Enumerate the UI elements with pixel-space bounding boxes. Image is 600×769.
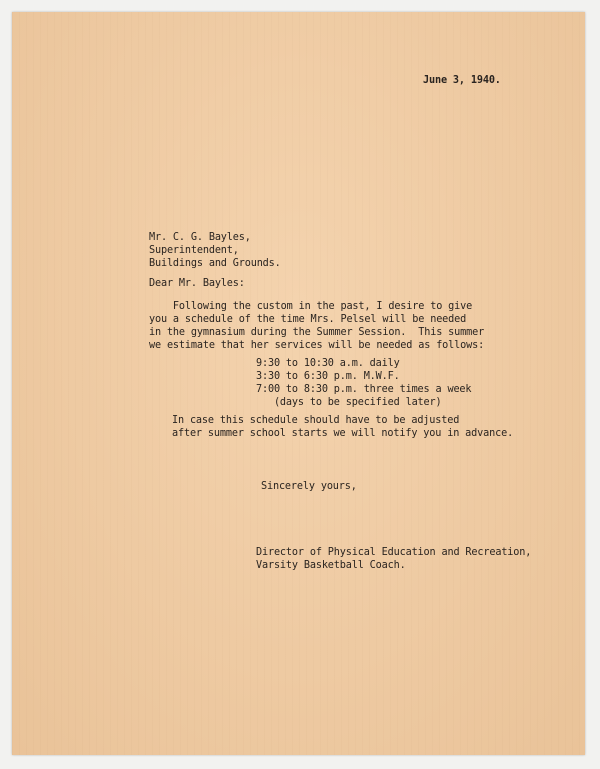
paragraph-line: after summer school starts we will notify you in advance.: [172, 428, 514, 439]
schedule-line: 9:30 to 10:30 a.m. daily: [256, 358, 400, 369]
letter-date: June 3, 1940.: [423, 75, 501, 86]
closing: Sincerely yours,: [261, 481, 357, 492]
signature-line: Director of Physical Education and Recreation,: [256, 547, 532, 558]
body-paragraph-2: [172, 414, 513, 440]
letter-page: [12, 12, 585, 755]
paragraph-line: in the gymnasium during the Summer Session. This summer: [149, 327, 485, 338]
body-paragraph-1: [149, 300, 484, 352]
schedule-line: 3:30 to 6:30 p.m. M.W.F.: [256, 371, 400, 382]
recipient-line: Buildings and Grounds.: [149, 258, 281, 269]
paragraph-line: you a schedule of the time Mrs. Pelsel will be needed: [149, 314, 467, 325]
recipient-line: Superintendent,: [149, 245, 239, 256]
signature-line: Varsity Basketball Coach.: [256, 560, 406, 571]
recipient-line: Mr. C. G. Bayles,: [149, 232, 251, 243]
paragraph-line: we estimate that her services will be needed as follows:: [149, 340, 485, 351]
schedule-list: [256, 357, 471, 409]
schedule-line: 7:00 to 8:30 p.m. three times a week: [256, 384, 472, 395]
schedule-line: (days to be specified later): [256, 397, 442, 408]
salutation: Dear Mr. Bayles:: [149, 278, 245, 289]
paragraph-line: Following the custom in the past, I desire to give: [149, 301, 473, 312]
signature-block: [256, 546, 531, 572]
paragraph-line: In case this schedule should have to be adjusted: [172, 415, 460, 426]
recipient-address: [149, 231, 281, 270]
